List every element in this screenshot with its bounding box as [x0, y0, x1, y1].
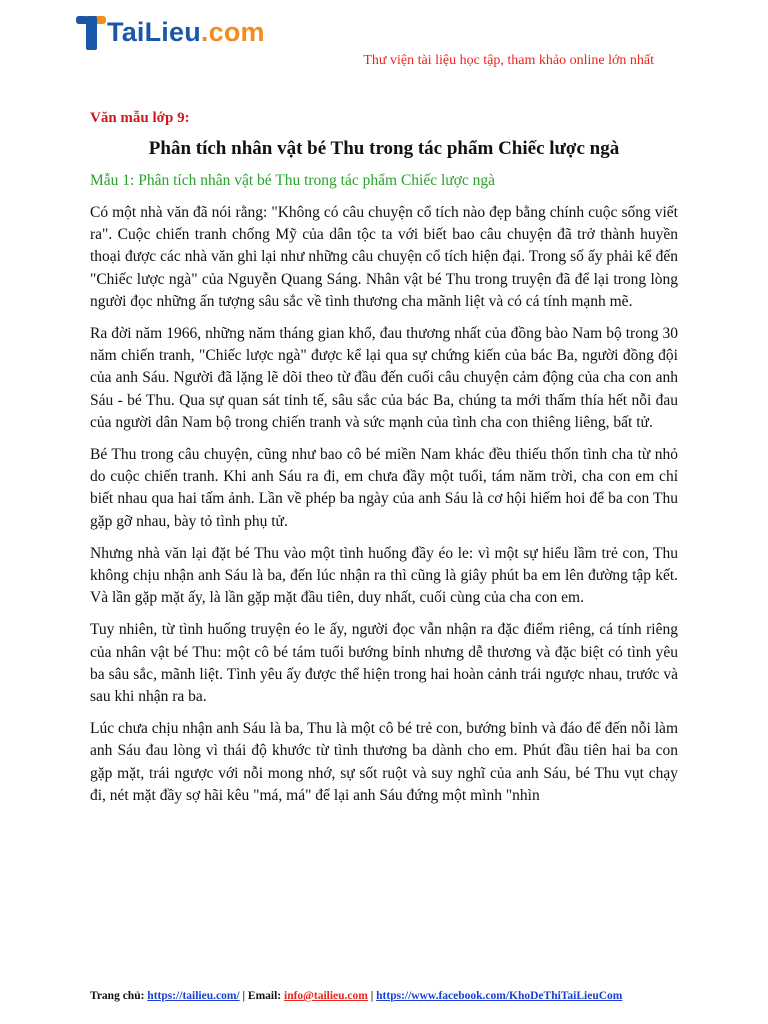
paragraph: Có một nhà văn đã nói rằng: "Không có câu chuyện cổ tích nào đẹp bằng chính cuộc sống viết ra". Cuộc chiến tranh chống Mỹ của dân tộc ta với biết bao câu chuyện đã trở thành huyền thoại được các nhà văn ghi lại như những câu chuyện cổ tích hiện đại. Trong số ấy phải kể đến "Chiếc lược ngà" của Nguyễn Quang Sáng. Nhân vật bé Thu trong truyện đã để lại trong lòng người đọc những ấn tượng sâu sắc về tình thương cha mãnh liệt và có cá tính mạnh mẽ. [90, 204, 678, 310]
paragraph: Bé Thu trong câu chuyện, cũng như bao cô bé miền Nam khác đều thiếu thốn tình cha từ nhỏ do cuộc chiến tranh. Khi anh Sáu ra đi, em chưa đầy một tuổi, tám năm trời, cha con em chỉ biết nhau qua hai tấm ảnh. Lần về phép ba ngày của anh Sáu là cơ hội hiếm hoi để ba con Thu gặp gỡ nhau, bày tỏ tình phụ tử. [90, 446, 678, 530]
footer-home-label: Trang chủ: [90, 990, 148, 1002]
footer-separator: | [367, 990, 377, 1002]
logo-text-lieu: Lieu [144, 17, 201, 47]
page-footer [90, 990, 622, 1002]
paragraph: Ra đời năm 1966, những năm tháng gian khổ, đau thương nhất của đồng bào Nam bộ trong 30 năm chiến tranh, "Chiếc lược ngà" được kể lại qua sự chứng kiến của bác Ba, người đồng đội của anh Sáu. Người đã lặng lẽ dõi theo từ đầu đến cuối câu chuyện cảm động của cha con anh Sáu - bé Thu. Qua sự quan sát tinh tế, sâu sắc của bác Ba, chúng ta mới thấm thía hết nỗi đau của người dân Nam bộ trong chiến tranh và sức mạnh của tình cha con thiêng liêng, bất tử. [90, 325, 678, 431]
paragraph: Lúc chưa chịu nhận anh Sáu là ba, Thu là một cô bé trẻ con, bướng bỉnh và đáo để đến nỗi làm anh Sáu đau lòng vì thái độ khước từ tình thương ba dành cho em. Phút đầu tiên hai ba con gặp mặt, trái ngược với nỗi mong nhớ, sự sốt ruột và suy nghĩ của anh Sáu, bé Thu vụt chạy đi, nét mặt đầy sợ hãi kêu "má, má" để lại anh Sáu đứng một mình "nhìn [90, 720, 678, 804]
logo-text-tai: Tai [107, 17, 145, 47]
document-category: Văn mẫu lớp 9: [90, 110, 190, 126]
paragraph: Nhưng nhà văn lại đặt bé Thu vào một tình huống đầy éo le: vì một sự hiểu lầm trẻ con, Thu không chịu nhận anh Sáu là ba, đến lúc nhận ra thì cũng là giây phút ba em lên đường tập kết. Và lần gặp mặt ấy, là lần gặp mặt đầu tiên, duy nhất, cuối cùng của cha con em. [90, 544, 678, 607]
site-logo[interactable] [76, 12, 265, 52]
logo-text [107, 12, 265, 52]
logo-text-domain: .com [200, 17, 265, 47]
footer-facebook-link[interactable]: https://www.facebook.com/KhoDeThiTaiLieuCom [376, 990, 623, 1002]
logo-t-icon [76, 12, 110, 52]
paragraph: Tuy nhiên, từ tình huống truyện éo le ấy, người đọc vẫn nhận ra đặc điểm riêng, cá tính riêng của nhân vật bé Thu: một cô bé tám tuổi bướng bỉnh nhưng dễ thương và đặc biệt có tình yêu ba sâu sắc, mãnh liệt. Tình yêu ấy được thể hiện trong hai hoàn cảnh trái ngược nhau, trước và sau khi nhận ra ba. [90, 621, 678, 706]
document-subtitle: Mẫu 1: Phân tích nhân vật bé Thu trong tác phẩm Chiếc lược ngà [90, 172, 496, 189]
document-body [90, 110, 678, 817]
footer-email-label: | Email: [239, 990, 285, 1002]
footer-home-link[interactable]: https://tailieu.com/ [147, 990, 240, 1002]
footer-email-link[interactable]: info@tailieu.com [284, 990, 368, 1002]
document-title: Phân tích nhân vật bé Thu trong tác phẩm Chiếc lược ngà [148, 138, 620, 159]
site-tagline: Thư viện tài liệu học tập, tham khảo online lớn nhất [363, 53, 654, 68]
